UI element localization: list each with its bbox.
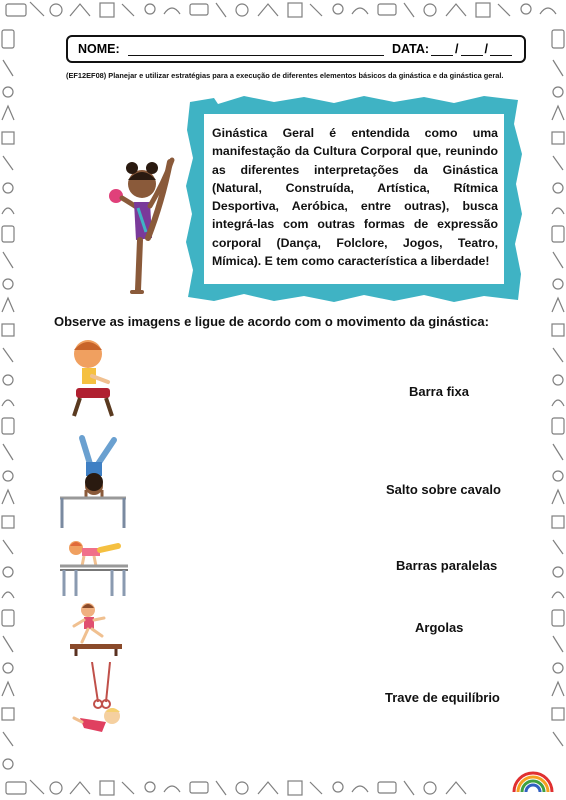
- vault-horse-gymnast-icon[interactable]: [62, 336, 122, 420]
- date-year-line[interactable]: [490, 43, 512, 56]
- name-label: NOME:: [78, 42, 120, 56]
- horizontal-bar-gymnast-icon[interactable]: [56, 434, 130, 530]
- answer-option[interactable]: Trave de equilíbrio: [385, 690, 500, 705]
- date-day-line[interactable]: [431, 43, 453, 56]
- balance-beam-gymnast-icon[interactable]: [68, 600, 124, 658]
- date-month-line[interactable]: [461, 43, 483, 56]
- name-field-line[interactable]: [128, 43, 384, 56]
- answer-option[interactable]: Salto sobre cavalo: [386, 482, 501, 497]
- intro-text: Ginástica Geral é entendida como uma manifestação da Cultura Corporal que, reunindo as diferentes interpretações da Ginástica (Natural, Construída, Artística, Rítmica Desportiva, Aeróbica, entre outras), busca integrá-las com outras formas de expressão corporal (Dança, Folclore, Jogos, Teatro, Mímica). E tem como característica a liberdade!: [212, 126, 498, 269]
- answer-option[interactable]: Barras paralelas: [396, 558, 498, 573]
- rhythmic-gymnast-icon: [80, 142, 200, 302]
- instruction-text: Observe as imagens e ligue de acordo com o movimento da ginástica:: [54, 314, 489, 329]
- answer-option[interactable]: Argolas: [415, 620, 464, 635]
- parallel-bars-gymnast-icon[interactable]: [58, 538, 130, 598]
- rings-gymnast-icon[interactable]: [72, 662, 128, 742]
- rainbow-logo-icon: [508, 770, 558, 796]
- worksheet-page: [16, 22, 550, 778]
- date-slash: /: [455, 42, 459, 56]
- skill-code: (EF12EF08) Planejar e utilizar estratégias para a execução de diferentes elementos básicos da ginástica e da ginástica geral.: [66, 71, 504, 80]
- name-date-box: [66, 35, 526, 63]
- date-slash: /: [484, 42, 488, 56]
- date-label: DATA:: [392, 42, 430, 56]
- answer-option[interactable]: Barra fixa: [409, 384, 469, 399]
